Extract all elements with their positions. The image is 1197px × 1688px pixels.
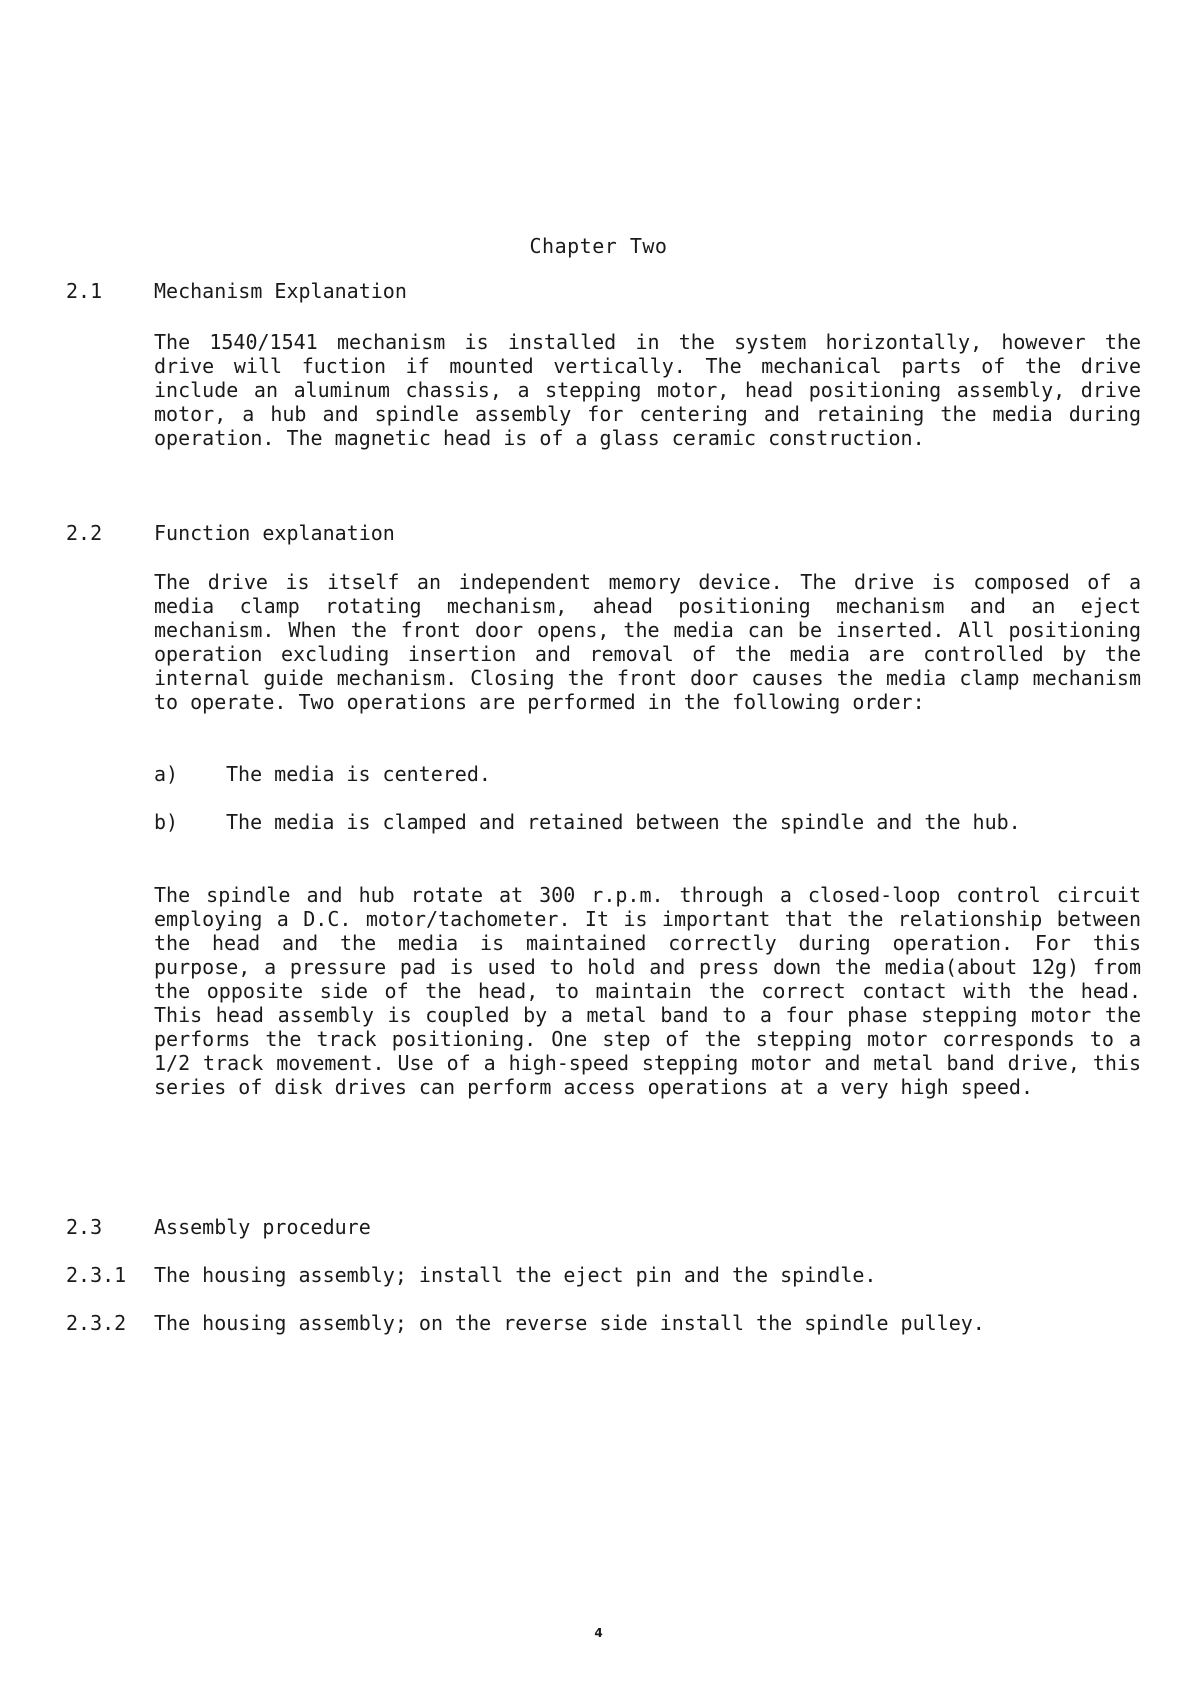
- section-number-2-1: 2.1: [66, 279, 103, 303]
- section-number-2-3: 2.3: [66, 1215, 103, 1239]
- paragraph-function: The drive is itself an independent memory device. The drive is composed of a media clamp rotating mechanism, ahead positioning mechanism and an eject mechanism. When the front door opens, the media can be inserted. All positioning operation excluding insertion and removal of the media are controlled by the internal guide mechanism. Closing the front door causes the media clamp mechanism to operate. Two operations are performed in the following order:: [154, 570, 1141, 714]
- list-item-a: The media is centered.: [226, 762, 491, 786]
- list-label-b: b): [154, 810, 179, 834]
- paragraph-spindle: The spindle and hub rotate at 300 r.p.m. through a closed-loop control circuit employing a D.C. motor/tachometer. It is important that the relationship between the head and the media is maintained correctly during operation. For this purpose, a pressure pad is used to hold and press down the media(about 12g) from the opposite side of the head, to maintain the correct contact with the head. This head assembly is coupled by a metal band to a four phase stepping motor the performs the track positioning. One step of the stepping motor corresponds to a 1/2 track movement. Use of a high-speed stepping motor and metal band drive, this series of disk drives can perform access operations at a very high speed.: [154, 883, 1141, 1099]
- section-heading-assembly: Assembly procedure: [154, 1215, 371, 1239]
- chapter-title: Chapter Two: [529, 234, 668, 258]
- subsection-text-2-3-2: The housing assembly; on the reverse side install the spindle pulley.: [154, 1311, 985, 1335]
- subsection-text-2-3-1: The housing assembly; install the eject pin and the spindle.: [154, 1263, 877, 1287]
- page-number: 4: [594, 1626, 603, 1640]
- subsection-number-2-3-2: 2.3.2: [66, 1311, 127, 1335]
- subsection-number-2-3-1: 2.3.1: [66, 1263, 127, 1287]
- paragraph-mechanism: The 1540/1541 mechanism is installed in the system horizontally, however the drive will fuction if mounted vertically. The mechanical parts of the drive include an aluminum chassis, a stepping motor, head positioning assembly, drive motor, a hub and spindle assembly for centering and retaining the media during operation. The magnetic head is of a glass ceramic construction.: [154, 330, 1141, 450]
- section-heading-mechanism: Mechanism Explanation: [154, 279, 407, 303]
- list-label-a: a): [154, 762, 179, 786]
- section-number-2-2: 2.2: [66, 521, 103, 545]
- list-item-b: The media is clamped and retained between the spindle and the hub.: [226, 810, 1021, 834]
- section-heading-function: Function explanation: [154, 521, 395, 545]
